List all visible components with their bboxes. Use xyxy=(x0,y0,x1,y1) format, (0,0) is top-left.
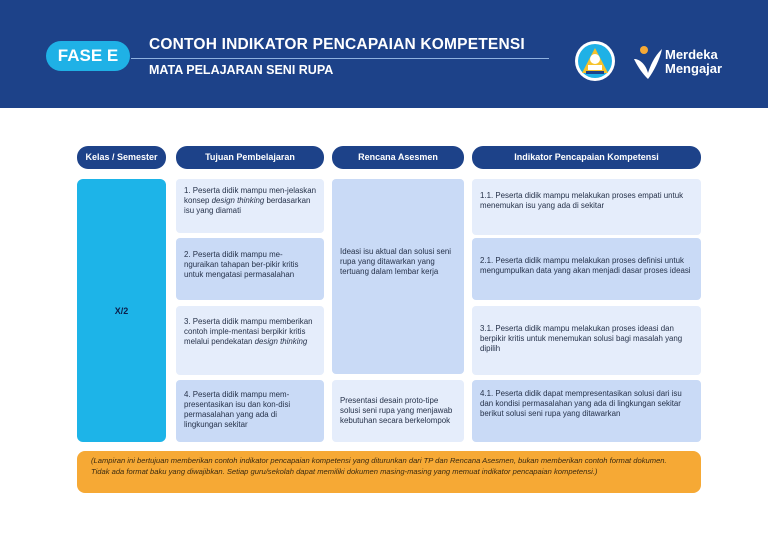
tujuan-cell-3: 3. Peserta didik mampu memberikan contoh imple-mentasi berpikir kritis melalui pendekatan design thinking xyxy=(176,306,324,375)
column-header-tujuan: Tujuan Pembelajaran xyxy=(176,146,324,169)
logo-line-1: Merdeka xyxy=(665,47,718,62)
indikator-cell-4: 4.1. Peserta didik dapat mempresentasikan solusi dari isu dan kondisi permasalahan yang ada di lingkungan sekitar berikut solusi seni rupa yang ditawarkan xyxy=(472,380,701,442)
asesmen-cell-2: Presentasi desain proto-tipe solusi seni rupa yang menjawab kebutuhan secara berkelompok xyxy=(332,380,464,442)
tujuan-cell-2: 2. Peserta didik mampu me-nguraikan tahapan ber-pikir kritis untuk mengatasi permasalahan xyxy=(176,238,324,300)
asesmen-cell-1: Ideasi isu aktual dan solusi seni rupa yang ditawarkan yang tertuang dalam lembar kerja xyxy=(332,179,464,374)
page-header xyxy=(0,0,768,108)
page-title: CONTOH INDIKATOR PENCAPAIAN KOMPETENSI xyxy=(149,36,525,53)
tujuan-cell-4: 4. Peserta didik mampu mem-presentasikan isu dan kon-disi permasalahan yang ada di lingkungan sekitar xyxy=(176,380,324,442)
fase-badge: FASE E xyxy=(46,41,130,71)
merdeka-mengajar-logo-icon xyxy=(632,43,664,81)
column-header-kelas: Kelas / Semester xyxy=(77,146,166,169)
footnote-box: (Lampiran ini bertujuan memberikan contoh indikator pencapaian kompetensi yang diturunkan dari TP dan Rencana Asesmen, bukan memberikan contoh format dokumen. Tidak ada format baku yang diwajibkan. Setiap guru/sekolah dapat memiliki dokumen masing-masing yang memuat indikator pencapaian kompetensi.) xyxy=(77,451,701,493)
tut-wuri-handayani-emblem-icon xyxy=(574,40,616,82)
title-divider xyxy=(131,58,549,59)
kelas-semester-cell: X/2 xyxy=(77,179,166,442)
tujuan-cell-1: 1. Peserta didik mampu men-jelaskan konsep design thinking berdasarkan isu yang diamati xyxy=(176,179,324,233)
indikator-cell-2: 2.1. Peserta didik mampu melakukan proses definisi untuk mengumpulkan data yang akan menjadi dasar proses ideasi xyxy=(472,238,701,300)
merdeka-mengajar-text xyxy=(665,48,722,76)
logo-line-2: Mengajar xyxy=(665,61,723,76)
page-subtitle: MATA PELAJARAN SENI RUPA xyxy=(149,63,334,77)
indikator-cell-1: 1.1. Peserta didik mampu melakukan proses empati untuk menemukan isu yang ada di sekitar xyxy=(472,179,701,235)
column-header-asesmen: Rencana Asesmen xyxy=(332,146,464,169)
indikator-cell-3: 3.1. Peserta didik mampu melakukan proses ideasi dan berpikir kritis untuk menemukan solusi bagi masalah yang dipilih xyxy=(472,306,701,375)
column-header-indikator: Indikator Pencapaian Kompetensi xyxy=(472,146,701,169)
